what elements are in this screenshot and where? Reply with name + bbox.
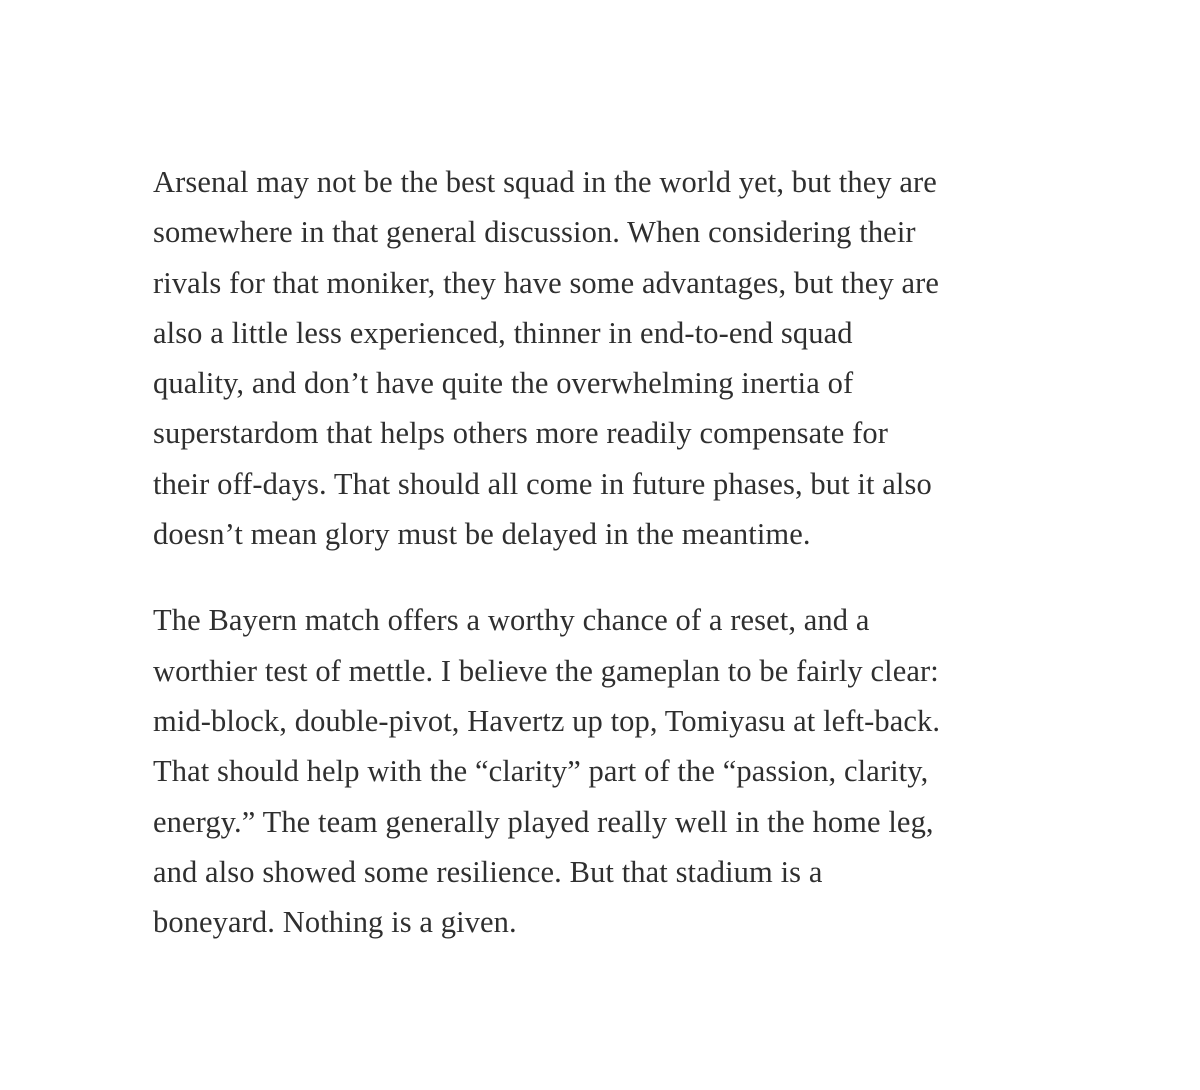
paragraph-line: also a little less experienced, thinner in end-to-end squad	[153, 315, 853, 350]
article-body	[153, 157, 1053, 947]
paragraph-line: The Bayern match offers a worthy chance of a reset, and a	[153, 603, 870, 638]
paragraph-line: and also showed some resilience. But that stadium is a	[153, 854, 823, 889]
paragraph-line: doesn’t mean glory must be delayed in the meantime.	[153, 517, 811, 552]
paragraph-line: their off-days. That should all come in future phases, but it also	[153, 466, 932, 501]
paragraph-line: somewhere in that general discussion. When considering their	[153, 215, 916, 250]
paragraph-line: energy.” The team generally played really well in the home leg,	[153, 804, 934, 839]
paragraph-line: worthier test of mettle. I believe the gameplan to be fairly clear:	[153, 653, 939, 688]
paragraph-line: rivals for that moniker, they have some advantages, but they are	[153, 265, 940, 300]
paragraph-line: quality, and don’t have quite the overwhelming inertia of	[153, 366, 854, 401]
paragraph-line: superstardom that helps others more readily compensate for	[153, 416, 889, 451]
paragraph-line: boneyard. Nothing is a given.	[153, 905, 517, 940]
paragraph-1	[153, 157, 1053, 559]
paragraph-line: That should help with the “clarity” part of the “passion, clarity,	[153, 754, 929, 789]
paragraph-2	[153, 595, 1053, 947]
paragraph-line: mid-block, double-pivot, Havertz up top, Tomiyasu at left-back.	[153, 703, 941, 738]
paragraph-line: Arsenal may not be the best squad in the world yet, but they are	[153, 165, 937, 199]
